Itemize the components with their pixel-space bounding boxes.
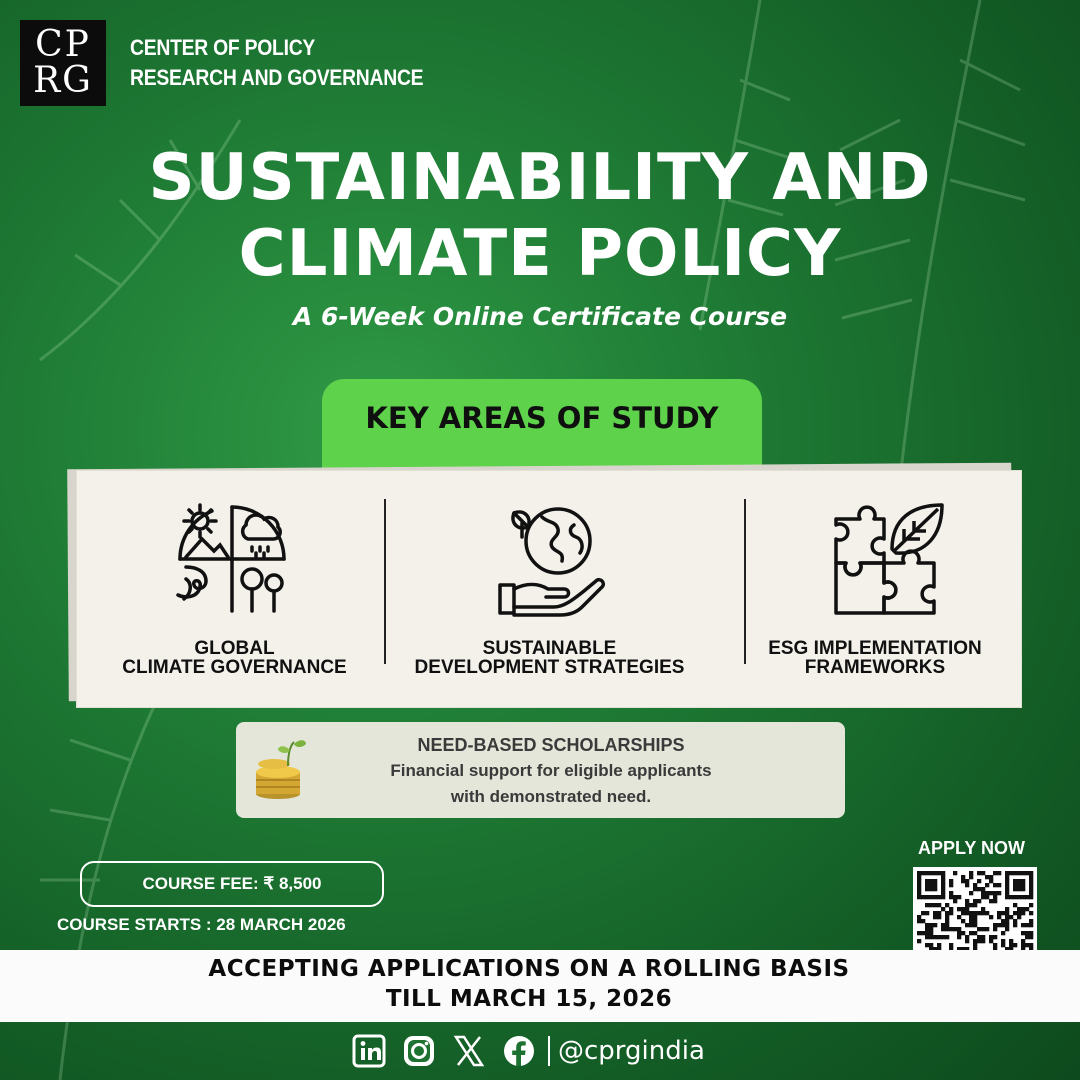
qr-module — [989, 891, 993, 895]
qr-module — [981, 907, 985, 911]
qr-module — [977, 879, 981, 883]
qr-module — [945, 911, 949, 915]
qr-module — [953, 895, 957, 899]
page-title — [0, 140, 1080, 292]
qr-module — [921, 895, 925, 899]
qr-module — [969, 915, 973, 919]
qr-module — [1017, 895, 1021, 899]
scholarship-box — [236, 722, 845, 818]
qr-module — [925, 883, 929, 887]
key-areas-heading: KEY AREAS OF STUDY — [365, 401, 719, 435]
qr-module — [985, 895, 989, 899]
qr-module — [941, 887, 945, 891]
qr-module — [1017, 871, 1021, 875]
qr-module — [1013, 887, 1017, 891]
qr-module — [1009, 939, 1013, 943]
organization-name — [130, 33, 463, 93]
qr-module — [917, 875, 921, 879]
qr-module — [1025, 923, 1029, 927]
qr-module — [1029, 891, 1033, 895]
qr-module — [985, 875, 989, 879]
qr-module — [1009, 943, 1013, 947]
coins-plant-icon — [248, 736, 308, 800]
qr-module — [973, 943, 977, 947]
qr-module — [1021, 879, 1025, 883]
qr-module — [977, 935, 981, 939]
qr-module — [977, 871, 981, 875]
qr-module — [937, 915, 941, 919]
qr-module — [933, 895, 937, 899]
qr-module — [965, 939, 969, 943]
qr-module — [949, 943, 953, 947]
qr-module — [1009, 915, 1013, 919]
qr-module — [945, 927, 949, 931]
qr-module — [973, 939, 977, 943]
qr-module — [993, 891, 997, 895]
qr-module — [1013, 943, 1017, 947]
qr-module — [953, 871, 957, 875]
qr-module — [937, 895, 941, 899]
qr-module — [1005, 927, 1009, 931]
qr-module — [969, 911, 973, 915]
qr-module — [945, 915, 949, 919]
qr-module — [949, 927, 953, 931]
qr-module — [993, 899, 997, 903]
qr-module — [1021, 943, 1025, 947]
qr-module — [973, 899, 977, 903]
qr-module — [1017, 879, 1021, 883]
qr-module — [957, 907, 961, 911]
qr-module — [997, 923, 1001, 927]
linkedin-icon[interactable] — [352, 1034, 386, 1068]
qr-module — [1025, 935, 1029, 939]
qr-module — [929, 935, 933, 939]
qr-module — [1005, 915, 1009, 919]
x-icon[interactable] — [452, 1034, 486, 1068]
qr-module — [1021, 939, 1025, 943]
qr-module — [965, 907, 969, 911]
qr-module — [937, 903, 941, 907]
qr-module — [961, 919, 965, 923]
qr-module — [917, 931, 921, 935]
qr-module — [1017, 911, 1021, 915]
qr-module — [1029, 879, 1033, 883]
qr-module — [1029, 871, 1033, 875]
qr-module — [945, 903, 949, 907]
cprg-logo — [20, 20, 106, 106]
key-area-label — [727, 639, 1023, 677]
qr-module — [1005, 923, 1009, 927]
qr-module — [933, 871, 937, 875]
qr-module — [961, 879, 965, 883]
qr-module — [997, 915, 1001, 919]
qr-module — [1005, 895, 1009, 899]
banner-line-1: ACCEPTING APPLICATIONS ON A ROLLING BASIS — [208, 956, 850, 982]
qr-module — [1001, 911, 1005, 915]
qr-module — [925, 927, 929, 931]
qr-module — [973, 915, 977, 919]
puzzle-leaf-icon — [822, 499, 946, 619]
qr-module — [917, 891, 921, 895]
qr-module — [985, 927, 989, 931]
key-areas-card — [76, 470, 1022, 708]
qr-module — [1029, 931, 1033, 935]
key-area-line: FRAMEWORKS — [804, 657, 946, 678]
qr-module — [965, 911, 969, 915]
qr-module — [985, 911, 989, 915]
key-area-line: DEVELOPMENT STRATEGIES — [414, 657, 685, 678]
qr-module — [929, 927, 933, 931]
qr-module — [949, 895, 953, 899]
qr-module — [1013, 879, 1017, 883]
qr-module — [973, 911, 977, 915]
qr-module — [1013, 871, 1017, 875]
qr-module — [969, 871, 973, 875]
qr-module — [933, 911, 937, 915]
qr-module — [1013, 911, 1017, 915]
qr-module — [937, 911, 941, 915]
qr-module — [993, 883, 997, 887]
qr-module — [973, 931, 977, 935]
qr-module — [949, 879, 953, 883]
instagram-icon[interactable] — [402, 1034, 436, 1068]
qr-module — [961, 875, 965, 879]
qr-module — [949, 907, 953, 911]
qr-module — [981, 939, 985, 943]
qr-module — [989, 935, 993, 939]
qr-module — [965, 935, 969, 939]
qr-module — [917, 879, 921, 883]
qr-module — [969, 931, 973, 935]
qr-module — [965, 923, 969, 927]
qr-module — [973, 887, 977, 891]
qr-module — [1029, 883, 1033, 887]
qr-module — [973, 883, 977, 887]
qr-module — [993, 935, 997, 939]
qr-module — [1021, 931, 1025, 935]
key-area-line: SUSTAINABLE — [482, 638, 617, 659]
qr-module — [937, 943, 941, 947]
qr-module — [933, 915, 937, 919]
qr-module — [953, 899, 957, 903]
course-subtitle: A 6-Week Online Certificate Course — [292, 302, 788, 331]
qr-module — [929, 895, 933, 899]
qr-module — [1013, 895, 1017, 899]
qr-module — [1005, 911, 1009, 915]
qr-module — [941, 935, 945, 939]
course-fee-badge: COURSE FEE: ₹ 8,500 — [80, 861, 384, 907]
hand-globe-icon — [492, 499, 612, 619]
qr-module — [925, 879, 929, 883]
qr-module — [917, 895, 921, 899]
key-area-esg-frameworks — [727, 471, 1023, 709]
qr-module — [997, 883, 1001, 887]
qr-module — [1005, 907, 1009, 911]
qr-module — [1029, 895, 1033, 899]
qr-module — [997, 891, 1001, 895]
title-line-2: CLIMATE POLICY — [238, 217, 842, 291]
qr-module — [989, 879, 993, 883]
qr-module — [925, 871, 929, 875]
qr-module — [1021, 907, 1025, 911]
qr-module — [965, 903, 969, 907]
qr-module — [989, 899, 993, 903]
qr-module — [997, 911, 1001, 915]
qr-module — [921, 931, 925, 935]
scholarship-text — [316, 732, 786, 810]
qr-module — [949, 911, 953, 915]
qr-module — [977, 899, 981, 903]
qr-module — [989, 939, 993, 943]
qr-module — [1001, 931, 1005, 935]
qr-module — [1001, 939, 1005, 943]
course-start-date: COURSE STARTS : 28 MARCH 2026 — [57, 915, 346, 934]
qr-module — [925, 931, 929, 935]
scholarship-heading: NEED-BASED SCHOLARSHIPS — [417, 735, 685, 755]
qr-module — [929, 887, 933, 891]
qr-module — [993, 871, 997, 875]
qr-module — [941, 923, 945, 927]
scholarship-line-1: Financial support for eligible applicants — [390, 761, 712, 780]
qr-module — [937, 935, 941, 939]
qr-module — [973, 923, 977, 927]
qr-module — [949, 891, 953, 895]
qr-module — [965, 879, 969, 883]
qr-module — [1021, 871, 1025, 875]
qr-module — [1029, 943, 1033, 947]
qr-module — [941, 907, 945, 911]
qr-module — [1005, 879, 1009, 883]
qr-module — [1009, 871, 1013, 875]
key-area-global-climate — [77, 471, 392, 709]
qr-module — [1005, 891, 1009, 895]
qr-module — [1025, 943, 1029, 947]
qr-module — [1021, 895, 1025, 899]
qr-module — [929, 879, 933, 883]
qr-module — [981, 927, 985, 931]
separator — [548, 1036, 550, 1066]
qr-module — [1025, 895, 1029, 899]
qr-module — [917, 939, 921, 943]
qr-module — [925, 943, 929, 947]
qr-module — [1021, 883, 1025, 887]
qr-module — [973, 903, 977, 907]
qr-module — [965, 883, 969, 887]
qr-module — [957, 935, 961, 939]
qr-module — [941, 879, 945, 883]
qr-module — [961, 911, 965, 915]
key-area-line: GLOBAL — [194, 638, 275, 659]
qr-module — [985, 883, 989, 887]
org-name-line-1: CENTER OF POLICY — [130, 35, 316, 60]
qr-module — [981, 887, 985, 891]
qr-module — [925, 911, 929, 915]
qr-module — [993, 927, 997, 931]
qr-module — [1029, 911, 1033, 915]
qr-module — [925, 903, 929, 907]
qr-module — [1021, 911, 1025, 915]
scholarship-line-2: with demonstrated need. — [450, 787, 652, 806]
qr-module — [941, 927, 945, 931]
qr-module — [1021, 887, 1025, 891]
qr-module — [1017, 887, 1021, 891]
qr-module — [925, 935, 929, 939]
qr-module — [957, 927, 961, 931]
qr-module — [1029, 875, 1033, 879]
qr-module — [969, 891, 973, 895]
qr-module — [929, 943, 933, 947]
qr-module — [981, 895, 985, 899]
qr-module — [969, 875, 973, 879]
qr-module — [929, 883, 933, 887]
qr-module — [1009, 895, 1013, 899]
qr-module — [1013, 919, 1017, 923]
qr-module — [1001, 919, 1005, 923]
qr-module — [1005, 887, 1009, 891]
qr-module — [957, 931, 961, 935]
qr-module — [1029, 903, 1033, 907]
qr-module — [949, 883, 953, 887]
qr-module — [933, 903, 937, 907]
qr-module — [993, 923, 997, 927]
qr-module — [921, 911, 925, 915]
qr-module — [945, 919, 949, 923]
qr-module — [941, 875, 945, 879]
qr-module — [925, 923, 929, 927]
qr-module — [985, 891, 989, 895]
qr-module — [933, 879, 937, 883]
qr-module — [933, 883, 937, 887]
key-areas-tab — [322, 379, 762, 469]
logo-line-1: CP — [35, 24, 91, 65]
applications-banner — [0, 950, 1080, 1022]
qr-module — [925, 895, 929, 899]
qr-module — [981, 911, 985, 915]
qr-module — [917, 919, 921, 923]
qr-module — [945, 923, 949, 927]
qr-module — [917, 871, 921, 875]
qr-module — [1025, 907, 1029, 911]
key-area-sustainable-development — [392, 471, 707, 709]
qr-module — [1029, 935, 1033, 939]
climate-quadrants-icon — [172, 499, 292, 619]
qr-module — [933, 935, 937, 939]
qr-module — [921, 871, 925, 875]
qr-module — [993, 895, 997, 899]
qr-module — [1001, 943, 1005, 947]
qr-module — [937, 871, 941, 875]
qr-module — [941, 891, 945, 895]
qr-module — [989, 875, 993, 879]
qr-module — [965, 899, 969, 903]
qr-module — [933, 887, 937, 891]
logo-line-2: RG — [33, 60, 93, 101]
title-line-1: SUSTAINABILITY AND — [148, 141, 932, 215]
qr-module — [941, 871, 945, 875]
qr-module — [1013, 903, 1017, 907]
qr-module — [957, 915, 961, 919]
key-area-label — [392, 639, 707, 677]
social-links — [352, 1033, 705, 1069]
qr-module — [933, 923, 937, 927]
qr-module — [1017, 907, 1021, 911]
qr-module — [977, 939, 981, 943]
facebook-icon[interactable] — [502, 1034, 536, 1068]
banner-line-2: TILL MARCH 15, 2026 — [385, 986, 673, 1012]
qr-module — [961, 931, 965, 935]
qr-module — [917, 883, 921, 887]
qr-module — [981, 891, 985, 895]
qr-module — [977, 887, 981, 891]
qr-module — [997, 871, 1001, 875]
qr-module — [929, 931, 933, 935]
qr-module — [929, 871, 933, 875]
key-area-line: ESG IMPLEMENTATION — [768, 638, 982, 659]
qr-module — [1013, 923, 1017, 927]
qr-module — [1005, 883, 1009, 887]
qr-module — [973, 919, 977, 923]
qr-module — [977, 927, 981, 931]
qr-module — [989, 915, 993, 919]
org-name-line-2: RESEARCH AND GOVERNANCE — [130, 65, 424, 90]
qr-module — [1017, 915, 1021, 919]
qr-module — [981, 871, 985, 875]
qr-module — [1029, 919, 1033, 923]
qr-module — [945, 935, 949, 939]
qr-module — [1005, 919, 1009, 923]
qr-module — [961, 907, 965, 911]
apply-now-label: APPLY NOW — [918, 838, 1026, 858]
qr-module — [1005, 871, 1009, 875]
qr-module — [1017, 883, 1021, 887]
qr-module — [1025, 931, 1029, 935]
social-handle[interactable]: @cprgindia — [558, 1036, 705, 1066]
key-area-line: CLIMATE GOVERNANCE — [122, 657, 347, 678]
qr-module — [1013, 883, 1017, 887]
qr-module — [1005, 875, 1009, 879]
qr-module — [929, 923, 933, 927]
qr-module — [1021, 923, 1025, 927]
qr-module — [917, 915, 921, 919]
qr-module — [1001, 923, 1005, 927]
qr-module — [917, 887, 921, 891]
qr-module — [1029, 923, 1033, 927]
qr-module — [993, 943, 997, 947]
qr-module — [957, 895, 961, 899]
qr-module — [981, 935, 985, 939]
divider — [384, 499, 386, 664]
qr-module — [929, 903, 933, 907]
qr-module — [953, 927, 957, 931]
qr-module — [1025, 871, 1029, 875]
qr-module — [1029, 887, 1033, 891]
qr-module — [921, 919, 925, 923]
qr-module — [977, 911, 981, 915]
key-area-label — [77, 639, 392, 677]
qr-module — [941, 883, 945, 887]
qr-module — [969, 919, 973, 923]
qr-module — [941, 895, 945, 899]
qr-module — [969, 903, 973, 907]
qr-module — [969, 923, 973, 927]
qr-module — [925, 887, 929, 891]
